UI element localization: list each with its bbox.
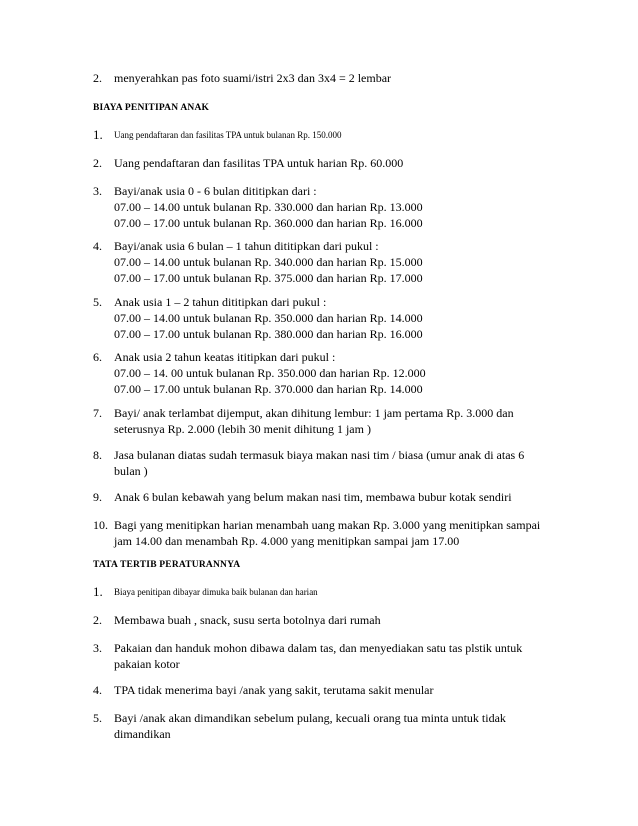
- item-text: TPA tidak menerima bayi /anak yang sakit, terutama sakit menular: [114, 683, 434, 697]
- tata-item-3: [93, 640, 613, 672]
- section-heading-biaya: BIAYA PENITIPAN ANAK: [93, 103, 210, 113]
- list-item-intro-2: [93, 70, 613, 86]
- item-number: 3.: [93, 184, 102, 198]
- tata-item-4: [93, 682, 613, 698]
- item-text: Uang pendaftaran dan fasilitas TPA untuk harian Rp. 60.000: [114, 156, 404, 170]
- section-heading-tata-tertib: TATA TERTIB PERATURANNYA: [93, 560, 241, 570]
- biaya-item-8: [93, 447, 613, 479]
- item-text: Jasa bulanan diatas sudah termasuk biaya makan nasi tim / biasa (umur anak di atas 6 bulan ): [114, 448, 525, 478]
- item-text: Bayi/ anak terlambat dijemput, akan dihitung lembur: 1 jam pertama Rp. 3.000 dan seterusnya Rp. 2.000 (lebih 30 menit dihitung 1 jam ): [114, 406, 514, 436]
- item-text: Bayi/anak usia 6 bulan – 1 tahun dititipkan dari pukul : 07.00 – 14.00 untuk bulanan Rp. 340.000 dan harian Rp. 15.000 07.00 – 17.00 untuk bulanan Rp. 375.000 dan harian Rp. 17.000: [114, 239, 423, 285]
- biaya-item-2: [93, 155, 613, 171]
- biaya-item-7: [93, 405, 613, 437]
- item-text: Bayi/anak usia 0 - 6 bulan dititipkan dari : 07.00 – 14.00 untuk bulanan Rp. 330.000 dan harian Rp. 13.000 07.00 – 17.00 untuk bulanan Rp. 360.000 dan harian Rp. 16.000: [114, 184, 423, 230]
- biaya-item-6: [93, 349, 613, 397]
- biaya-item-10: [93, 517, 613, 549]
- item-text: Pakaian dan handuk mohon dibawa dalam tas, dan menyediakan satu tas plstik untuk pakaian kotor: [114, 641, 523, 671]
- item-number: 10.: [93, 518, 108, 532]
- item-text: Uang pendaftaran dan fasilitas TPA untuk bulanan Rp. 150.000: [114, 130, 342, 140]
- item-text: Biaya penitipan dibayar dimuka baik bulanan dan harian: [114, 587, 318, 597]
- item-number: 1.: [93, 584, 103, 599]
- biaya-item-4: [93, 238, 613, 286]
- biaya-item-1: [93, 127, 613, 143]
- item-text: Anak 6 bulan kebawah yang belum makan nasi tim, membawa bubur kotak sendiri: [114, 490, 512, 504]
- item-number: 5.: [93, 711, 102, 725]
- item-number: 2.: [93, 156, 102, 170]
- item-number: 7.: [93, 406, 102, 420]
- biaya-item-5: [93, 294, 613, 342]
- item-text: Bayi /anak akan dimandikan sebelum pulang, kecuali orang tua minta untuk tidak dimandikan: [114, 711, 506, 741]
- tata-item-1: [93, 584, 613, 600]
- item-number: 4.: [93, 683, 102, 697]
- item-number: 6.: [93, 350, 102, 364]
- item-number: 9.: [93, 490, 102, 504]
- item-text: Anak usia 1 – 2 tahun dititipkan dari pukul : 07.00 – 14.00 untuk bulanan Rp. 350.000 dan harian Rp. 14.000 07.00 – 17.00 untuk bulanan Rp. 380.000 dan harian Rp. 16.000: [114, 295, 423, 341]
- item-number: 2.: [93, 71, 102, 85]
- item-text: Bagi yang menitipkan harian menambah uang makan Rp. 3.000 yang menitipkan sampai jam 14.00 dan menambah Rp. 4.000 yang menitipkan sampai jam 17.00: [114, 518, 541, 548]
- biaya-item-9: [93, 489, 613, 505]
- item-text: Anak usia 2 tahun keatas ititipkan dari pukul : 07.00 – 14. 00 untuk bulanan Rp. 350.000 dan harian Rp. 12.000 07.00 – 17.00 untuk bulanan Rp. 370.000 dan harian Rp. 14.000: [114, 350, 426, 396]
- biaya-item-3: [93, 183, 613, 231]
- item-number: 2.: [93, 613, 102, 627]
- item-number: 5.: [93, 295, 102, 309]
- tata-item-2: [93, 612, 613, 628]
- tata-item-5: [93, 710, 613, 742]
- item-text: Membawa buah , snack, susu serta botolnya dari rumah: [114, 613, 381, 627]
- item-number: 3.: [93, 641, 102, 655]
- item-number: 4.: [93, 239, 102, 253]
- item-text: menyerahkan pas foto suami/istri 2x3 dan 3x4 = 2 lembar: [114, 71, 392, 85]
- item-number: 1.: [93, 127, 103, 142]
- item-number: 8.: [93, 448, 102, 462]
